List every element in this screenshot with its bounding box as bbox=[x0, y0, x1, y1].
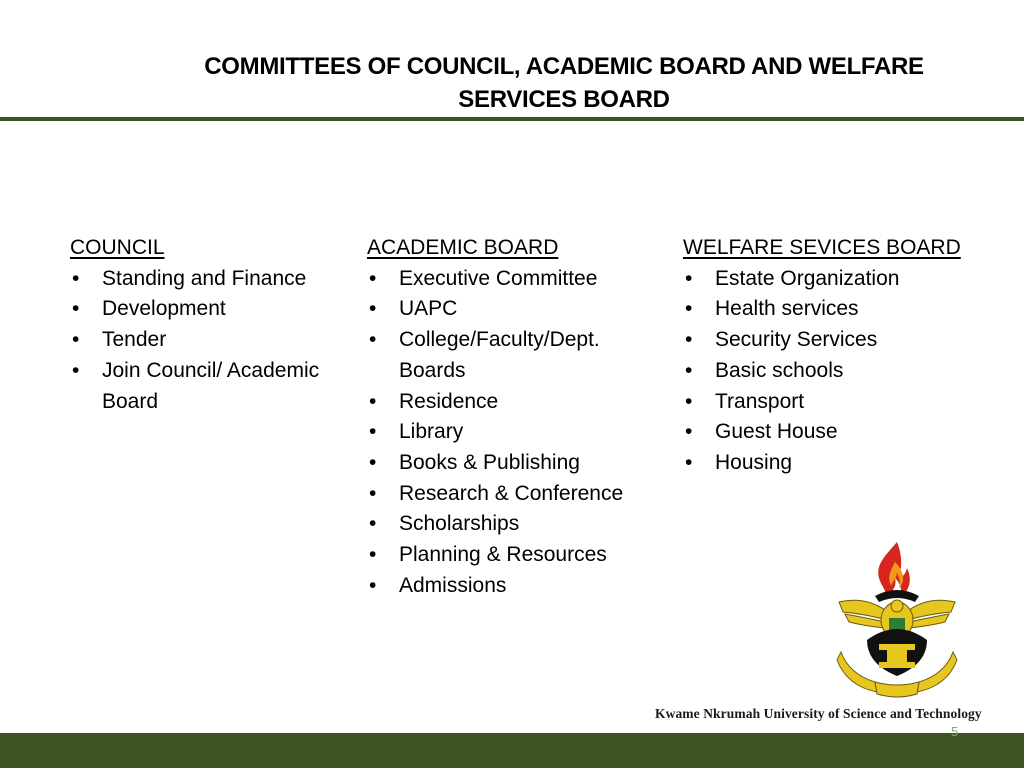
list-item: • Development bbox=[70, 294, 355, 325]
list-item: • Guest House bbox=[683, 417, 983, 448]
list-item: • Basic schools bbox=[683, 356, 983, 387]
list-item: • Planning & Resources bbox=[367, 540, 667, 571]
academic-board-list bbox=[367, 264, 667, 602]
list-item: • Residence bbox=[367, 387, 667, 418]
list-item: • Tender bbox=[70, 325, 355, 356]
list-item: • Health services bbox=[683, 294, 983, 325]
university-crest-icon bbox=[835, 540, 959, 700]
council-list bbox=[70, 264, 355, 418]
footer-bar bbox=[0, 733, 1024, 768]
council-heading: COUNCIL bbox=[70, 236, 165, 259]
institution-name: Kwame Nkrumah University of Science and Technology bbox=[655, 706, 982, 721]
academic-board-heading: ACADEMIC BOARD bbox=[367, 236, 559, 259]
list-item: • Scholarships bbox=[367, 509, 667, 540]
list-item: • College/Faculty/Dept. Boards bbox=[367, 325, 667, 386]
list-item: • Security Services bbox=[683, 325, 983, 356]
page-number: 5 bbox=[951, 724, 959, 739]
list-item: • Standing and Finance bbox=[70, 264, 355, 295]
welfare-board-column bbox=[683, 233, 983, 479]
list-item: • Executive Committee bbox=[367, 264, 667, 295]
list-item: • Research & Conference bbox=[367, 479, 667, 510]
list-item: • Books & Publishing bbox=[367, 448, 667, 479]
list-item: • Estate Organization bbox=[683, 264, 983, 295]
list-item: • Admissions bbox=[367, 571, 667, 602]
list-item: • Library bbox=[367, 417, 667, 448]
academic-board-column bbox=[367, 233, 667, 601]
council-column bbox=[70, 233, 355, 417]
list-item: • Housing bbox=[683, 448, 983, 479]
welfare-board-list bbox=[683, 264, 983, 479]
welfare-board-heading: WELFARE SEVICES BOARD bbox=[683, 236, 961, 259]
title-divider bbox=[0, 117, 1024, 121]
list-item: • Join Council/ Academic Board bbox=[70, 356, 355, 417]
list-item: • Transport bbox=[683, 387, 983, 418]
slide-title: COMMITTEES OF COUNCIL, ACADEMIC BOARD AND WELFARE SERVICES BOARD bbox=[204, 53, 924, 113]
list-item: • UAPC bbox=[367, 294, 667, 325]
